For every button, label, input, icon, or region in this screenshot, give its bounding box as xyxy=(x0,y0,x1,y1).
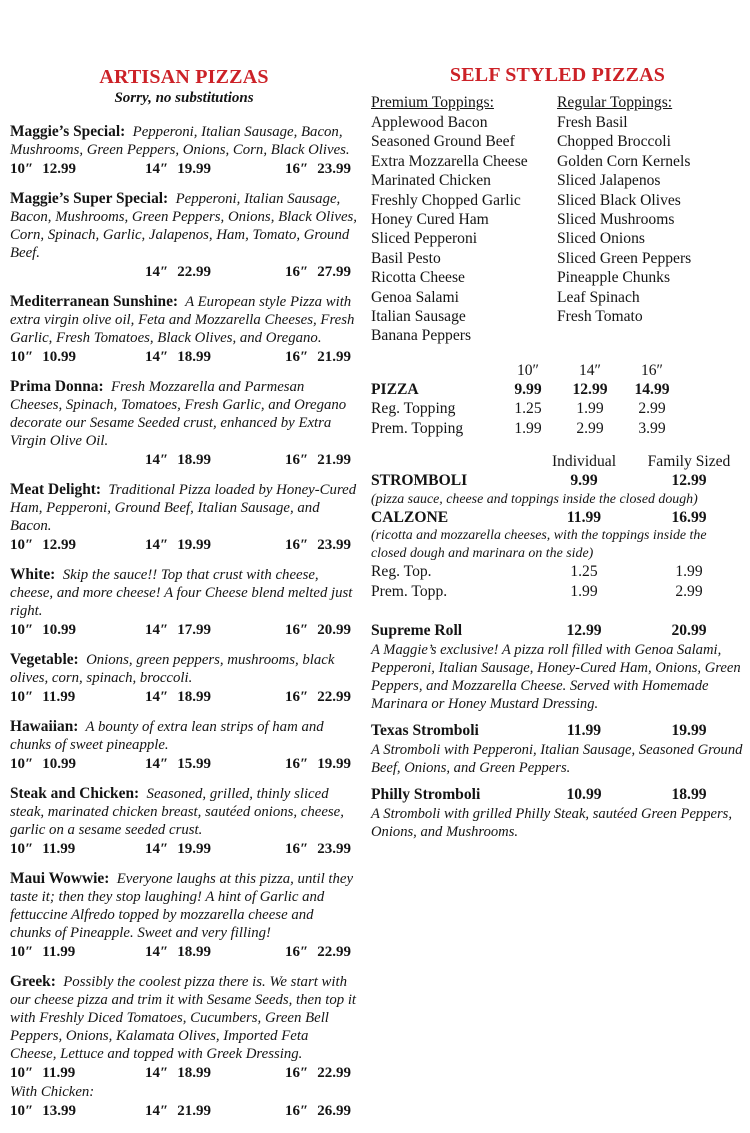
menu-item xyxy=(10,378,358,470)
strom-price-value: 9.99 xyxy=(570,472,598,490)
price-cell xyxy=(285,620,358,640)
price-cell xyxy=(285,159,358,179)
size-label: 16″ xyxy=(285,452,309,468)
regular-topping-item: Sliced Green Peppers xyxy=(557,249,692,267)
size-label: 10″ xyxy=(10,841,34,857)
price-value: 20.99 xyxy=(317,622,352,638)
pizza-price-value: 1.99 xyxy=(514,419,542,437)
item-name: Maggie’s Super Special: xyxy=(10,190,169,207)
regular-topping-item: Sliced Jalapenos xyxy=(557,172,661,190)
special-name: Texas Stromboli xyxy=(371,722,479,740)
item-description: Onions, green peppers, mushrooms, black olives, corn, spinach, broccoli. xyxy=(10,652,335,686)
strom-price-value: 1.25 xyxy=(570,563,598,581)
price-value: 22.99 xyxy=(317,944,352,960)
price-cell xyxy=(285,262,358,282)
price-row xyxy=(10,620,358,640)
price-value: 13.99 xyxy=(42,1103,77,1119)
price-cell xyxy=(285,942,358,962)
strom-price-value: 16.99 xyxy=(671,509,707,527)
price-cell xyxy=(145,450,285,470)
price-row xyxy=(10,159,358,179)
menu-item xyxy=(10,190,358,282)
strom-row-label: Reg. Top. xyxy=(371,563,432,581)
size-label: 16″ xyxy=(285,161,309,177)
price-cell xyxy=(285,450,358,470)
size-label: 10″ xyxy=(10,349,34,365)
item-name: Greek: xyxy=(10,973,56,990)
price-cell xyxy=(145,839,285,859)
special-price-value: 18.99 xyxy=(671,786,707,804)
pizza-price-value: 2.99 xyxy=(576,419,604,437)
strom-row-label: STROMBOLI xyxy=(371,472,468,490)
size-label: 14″ xyxy=(145,622,169,638)
item-name: White: xyxy=(10,566,56,583)
menu-item xyxy=(10,651,358,707)
size-label: 10″ xyxy=(10,161,34,177)
special-item xyxy=(371,785,744,841)
price-value: 18.99 xyxy=(177,349,212,365)
stromboli-calzone-table xyxy=(371,452,744,609)
special-name: Supreme Roll xyxy=(371,622,463,640)
premium-topping-item: Basil Pesto xyxy=(371,249,441,267)
price-value: 19.99 xyxy=(177,841,212,857)
size-label: 16″ xyxy=(285,264,309,280)
table-spacer xyxy=(371,601,744,609)
premium-topping-item: Italian Sausage xyxy=(371,308,466,326)
size-label: 16″ xyxy=(285,944,309,960)
price-cell xyxy=(145,942,285,962)
price-row xyxy=(10,754,358,774)
premium-topping-item: Extra Mozzarella Cheese xyxy=(371,152,528,170)
table-note: (ricotta and mozzarella cheeses, with the toppings inside the closed dough and marinara on the side) xyxy=(371,528,707,561)
price-value: 18.99 xyxy=(177,944,212,960)
regular-topping-item: Fresh Tomato xyxy=(557,308,643,326)
pizza-price-value: 3.99 xyxy=(638,419,666,437)
price-cell xyxy=(10,754,145,774)
menu-item xyxy=(10,566,358,640)
price-value: 27.99 xyxy=(317,264,352,280)
pizza-table-corner xyxy=(371,361,497,380)
pizza-price-value: 14.99 xyxy=(634,381,670,399)
special-item-header xyxy=(371,621,744,641)
pizza-size-header: 16″ xyxy=(640,361,664,379)
special-price-value: 12.99 xyxy=(566,622,602,640)
premium-topping-item: Banana Peppers xyxy=(371,327,472,345)
premium-topping-item: Genoa Salami xyxy=(371,288,459,306)
price-cell xyxy=(145,347,285,367)
strom-row-label: Prem. Topp. xyxy=(371,582,448,600)
price-row xyxy=(10,347,358,367)
price-cell xyxy=(285,1063,358,1083)
price-value: 11.99 xyxy=(42,841,76,857)
regular-topping-item: Fresh Basil xyxy=(557,114,628,131)
size-label: 10″ xyxy=(10,689,34,705)
size-label: 16″ xyxy=(285,841,309,857)
pizza-size-header: 14″ xyxy=(578,361,602,379)
price-value: 26.99 xyxy=(317,1103,352,1119)
strom-col-header: Family Sized xyxy=(647,453,731,471)
artisan-title: ARTISAN PIZZAS xyxy=(99,66,269,88)
price-value: 19.99 xyxy=(177,161,212,177)
menu-item-text xyxy=(10,566,358,620)
size-label: 10″ xyxy=(10,1065,34,1081)
price-cell xyxy=(10,262,145,282)
table-note: (pizza sauce, cheese and toppings inside the closed dough) xyxy=(371,491,698,507)
premium-toppings-column xyxy=(371,93,557,346)
price-cell xyxy=(10,687,145,707)
artisan-items xyxy=(10,123,358,1121)
price-value: 18.99 xyxy=(177,689,212,705)
regular-topping-item: Sliced Black Olives xyxy=(557,191,681,209)
strom-price-value: 2.99 xyxy=(675,582,703,600)
price-cell xyxy=(285,754,358,774)
item-description: A bounty of extra lean strips of ham and chunks of sweet pineapple. xyxy=(10,719,324,753)
price-cell xyxy=(145,620,285,640)
item-name: Steak and Chicken: xyxy=(10,785,140,802)
self-styled-section xyxy=(371,64,744,849)
strom-price-value: 11.99 xyxy=(566,509,602,527)
premium-toppings-header: Premium Toppings: xyxy=(371,94,494,111)
strom-row-label: CALZONE xyxy=(371,509,449,527)
menu-item xyxy=(10,718,358,774)
strom-price-value: 1.99 xyxy=(675,563,703,581)
menu-item xyxy=(10,785,358,859)
price-value: 23.99 xyxy=(317,841,352,857)
price-cell xyxy=(285,687,358,707)
menu-item-text xyxy=(10,293,358,347)
special-description: A Stromboli with grilled Philly Steak, sautéed Green Peppers, Onions, and Mushrooms. xyxy=(371,806,733,841)
price-cell xyxy=(10,839,145,859)
premium-topping-item: Marinated Chicken xyxy=(371,172,491,190)
size-label: 16″ xyxy=(285,689,309,705)
premium-topping-item: Ricotta Cheese xyxy=(371,269,465,287)
price-cell xyxy=(10,159,145,179)
special-item xyxy=(371,621,744,713)
price-cell xyxy=(10,1063,145,1083)
price-value: 10.99 xyxy=(42,756,77,772)
menu-item xyxy=(10,481,358,555)
strom-col-header: Individual xyxy=(551,453,617,471)
price-value: 12.99 xyxy=(42,537,77,553)
menu-item xyxy=(10,123,358,179)
menu-item-text xyxy=(10,785,358,839)
premium-topping-item: Honey Cured Ham xyxy=(371,211,489,229)
item-description: Fresh Mozzarella and Parmesan Cheeses, Spinach, Tomatoes, Fresh Garlic, and Oregano decorate our Sesame Seeded crust, enhanced by Extra Virgin Olive Oil. xyxy=(10,379,347,449)
item-description: Traditional Pizza loaded by Honey-Cured Ham, Pepperoni, Ground Beef, Italian Sausage, and Bacon. xyxy=(10,482,357,534)
size-label: 10″ xyxy=(10,537,34,553)
pizza-price-value: 1.99 xyxy=(576,400,604,418)
special-description: A Maggie’s exclusive! A pizza roll filled with Genoa Salami, Pepperoni, Italian Sausage, Honey-Cured Ham, Onions, Green Peppers, and Mozzarella Cheese. Served with Homemade Marinara or Honey Mustard Dressing. xyxy=(371,642,741,713)
size-label: 16″ xyxy=(285,622,309,638)
item-name: Hawaiian: xyxy=(10,718,79,735)
special-name: Philly Stromboli xyxy=(371,786,481,804)
price-value: 22.99 xyxy=(177,264,212,280)
pizza-row-label: Reg. Topping xyxy=(371,400,456,418)
item-name: Maggie’s Special: xyxy=(10,123,126,140)
item-name: Maui Wowwie: xyxy=(10,870,110,887)
special-price-value: 11.99 xyxy=(566,722,602,740)
price-cell xyxy=(10,535,145,555)
size-label: 16″ xyxy=(285,1103,309,1119)
regular-toppings-list xyxy=(557,113,744,326)
price-value: 19.99 xyxy=(317,756,352,772)
price-cell xyxy=(145,687,285,707)
price-cell xyxy=(10,620,145,640)
premium-toppings-list xyxy=(371,113,557,346)
item-description: Everyone laughs at this pizza, until they taste it; then they stop laughing! A hint of Garlic and fettuccine Alfredo topped by mozzarella cheese and chunks of Pineapple. Sweet and very filling! xyxy=(10,871,354,941)
regular-topping-item: Pineapple Chunks xyxy=(557,269,671,287)
pizza-price-value: 12.99 xyxy=(572,381,608,399)
item-name: Prima Donna: xyxy=(10,378,104,395)
premium-topping-item: Applewood Bacon xyxy=(371,114,488,131)
regular-topping-item: Sliced Mushrooms xyxy=(557,211,675,229)
menu-item-text xyxy=(10,870,358,942)
size-label: 14″ xyxy=(145,1103,169,1119)
size-label: 14″ xyxy=(145,756,169,772)
pizza-price-value: 9.99 xyxy=(514,381,542,399)
price-value: 12.99 xyxy=(42,161,77,177)
price-cell xyxy=(10,347,145,367)
size-label: 16″ xyxy=(285,349,309,365)
price-value: 11.99 xyxy=(42,944,76,960)
price-cell xyxy=(10,450,145,470)
price-row xyxy=(10,942,358,962)
item-description: Pepperoni, Italian Sausage, Bacon, Mushrooms, Green Peppers, Onions, Black Olives, Corn, Spinach, Garlic, Jalapenos, Ham, Tomato, Ground Beef. xyxy=(10,191,357,261)
item-description: Seasoned, grilled, thinly sliced steak, marinated chicken breast, sautéed onions, cheese, garlic on a sesame seeded crust. xyxy=(10,786,344,838)
price-cell xyxy=(10,1101,145,1121)
special-price-value: 19.99 xyxy=(671,722,707,740)
price-cell xyxy=(145,1101,285,1121)
size-label: 14″ xyxy=(145,161,169,177)
size-label: 14″ xyxy=(145,537,169,553)
price-value: 10.99 xyxy=(42,349,77,365)
special-item-header xyxy=(371,721,744,741)
price-cell xyxy=(145,159,285,179)
size-label: 14″ xyxy=(145,1065,169,1081)
item-name: Meat Delight: xyxy=(10,481,102,498)
special-price-value: 10.99 xyxy=(566,786,602,804)
pizza-price-table xyxy=(371,361,744,438)
size-label: 16″ xyxy=(285,756,309,772)
size-label: 14″ xyxy=(145,944,169,960)
price-row xyxy=(10,687,358,707)
menu-item-text xyxy=(10,481,358,535)
price-value: 11.99 xyxy=(42,689,76,705)
price-cell xyxy=(285,347,358,367)
menu-item xyxy=(10,870,358,962)
item-description: Possibly the coolest pizza there is. We start with our cheese pizza and trim it with Sesame Seeds, then top it with Freshly Diced Tomatoes, Cucumbers, Green Bell Peppers, Onions, Kalamata Olives, Imported Feta Cheese, Lettuce and topped with Greek Dressing. xyxy=(10,974,357,1062)
size-label: 14″ xyxy=(145,349,169,365)
price-value: 22.99 xyxy=(317,689,352,705)
menu-item-text xyxy=(10,190,358,262)
size-label: 14″ xyxy=(145,841,169,857)
regular-topping-item: Golden Corn Kernels xyxy=(557,152,691,170)
pizza-price-value: 2.99 xyxy=(638,400,666,418)
size-label: 16″ xyxy=(285,1065,309,1081)
menu-item-text xyxy=(10,718,358,754)
menu-item-text xyxy=(10,651,358,687)
price-value: 11.99 xyxy=(42,1065,76,1081)
size-label: 10″ xyxy=(10,944,34,960)
premium-topping-item: Sliced Pepperoni xyxy=(371,230,478,248)
menu-item xyxy=(10,973,358,1121)
regular-topping-item: Chopped Broccoli xyxy=(557,133,671,151)
size-label: 10″ xyxy=(10,1103,34,1119)
price-value: 18.99 xyxy=(177,1065,212,1081)
price-cell xyxy=(145,754,285,774)
menu-item-text xyxy=(10,123,358,159)
toppings-lists xyxy=(371,93,744,346)
price-value: 19.99 xyxy=(177,537,212,553)
price-value: 23.99 xyxy=(317,161,352,177)
price-value: 10.99 xyxy=(42,622,77,638)
pizza-size-header: 10″ xyxy=(516,361,540,379)
size-label: 16″ xyxy=(285,537,309,553)
price-value: 21.99 xyxy=(177,1103,212,1119)
size-label: 14″ xyxy=(145,264,169,280)
regular-toppings-header: Regular Toppings: xyxy=(557,94,673,111)
regular-topping-item: Leaf Spinach xyxy=(557,288,640,306)
special-description: A Stromboli with Pepperoni, Italian Sausage, Seasoned Ground Beef, Onions, and Green Peppers. xyxy=(371,742,743,777)
menu-item-text xyxy=(10,378,358,450)
price-variant-label: With Chicken: xyxy=(10,1084,95,1100)
price-value: 17.99 xyxy=(177,622,212,638)
price-value: 21.99 xyxy=(317,452,352,468)
price-value: 21.99 xyxy=(317,349,352,365)
artisan-pizzas-section xyxy=(10,66,358,1132)
item-name: Vegetable: xyxy=(10,651,79,668)
item-description: Pepperoni, Italian Sausage, Bacon, Mushrooms, Green Peppers, Onions, Corn, Black Olives. xyxy=(10,124,350,158)
regular-toppings-column xyxy=(557,93,744,346)
size-label: 10″ xyxy=(10,756,34,772)
special-item xyxy=(371,721,744,777)
size-label: 14″ xyxy=(145,689,169,705)
specials-list xyxy=(371,621,744,841)
premium-topping-item: Seasoned Ground Beef xyxy=(371,133,515,151)
price-row xyxy=(10,535,358,555)
pizza-row-label: PIZZA xyxy=(371,381,419,399)
artisan-subtitle: Sorry, no substitutions xyxy=(114,90,254,106)
price-value: 22.99 xyxy=(317,1065,352,1081)
strom-table-corner xyxy=(371,452,534,471)
pizza-row-label: Prem. Topping xyxy=(371,419,464,437)
price-value: 15.99 xyxy=(177,756,212,772)
pizza-price-value: 1.25 xyxy=(514,400,542,418)
price-cell xyxy=(285,839,358,859)
price-cell xyxy=(145,1063,285,1083)
menu-item-text xyxy=(10,973,358,1063)
price-row xyxy=(10,1063,358,1083)
price-row xyxy=(10,1101,358,1121)
item-description: Skip the sauce!! Top that crust with cheese, cheese, and more cheese! A four Cheese blend melted just right. xyxy=(10,567,353,619)
size-label: 14″ xyxy=(145,452,169,468)
price-cell xyxy=(285,1101,358,1121)
price-row xyxy=(10,262,358,282)
strom-price-value: 1.99 xyxy=(570,582,598,600)
premium-topping-item: Freshly Chopped Garlic xyxy=(371,191,521,209)
self-styled-title: SELF STYLED PIZZAS xyxy=(449,64,666,86)
price-value: 18.99 xyxy=(177,452,212,468)
price-cell xyxy=(145,535,285,555)
price-cell xyxy=(10,942,145,962)
size-label: 10″ xyxy=(10,622,34,638)
regular-topping-item: Sliced Onions xyxy=(557,230,645,248)
item-description: A European style Pizza with extra virgin olive oil, Feta and Mozzarella Cheeses, Fresh Garlic, Fresh Tomatoes, Black Olives, and Oregano. xyxy=(10,294,355,346)
price-row xyxy=(10,839,358,859)
menu-item xyxy=(10,293,358,367)
special-price-value: 20.99 xyxy=(671,622,707,640)
price-cell xyxy=(285,535,358,555)
item-name: Mediterranean Sunshine: xyxy=(10,293,179,310)
price-row xyxy=(10,450,358,470)
price-cell xyxy=(145,262,285,282)
special-item-header xyxy=(371,785,744,805)
strom-price-value: 12.99 xyxy=(671,472,707,490)
price-value: 23.99 xyxy=(317,537,352,553)
